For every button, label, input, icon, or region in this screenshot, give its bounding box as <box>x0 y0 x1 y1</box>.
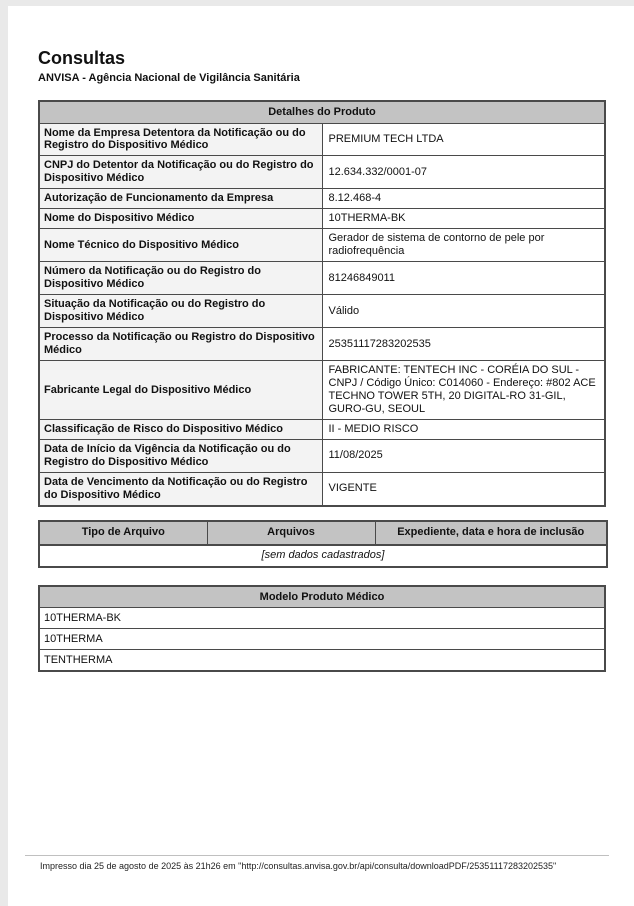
field-value-classificacao-risco: II - MEDIO RISCO <box>322 419 605 439</box>
field-label-classificacao-risco: Classificação de Risco do Dispositivo Médico <box>39 419 322 439</box>
field-value-numero-notificacao: 81246849011 <box>322 262 605 295</box>
field-value-situacao: Válido <box>322 295 605 328</box>
table-row <box>39 608 605 629</box>
field-label-autorizacao: Autorização de Funcionamento da Empresa <box>39 189 322 209</box>
page-subtitle: ANVISA - Agência Nacional de Vigilância Sanitária <box>38 72 300 84</box>
table-row <box>39 262 605 295</box>
field-label-nome-dispositivo: Nome do Dispositivo Médico <box>39 209 322 229</box>
table-title-row <box>39 101 605 123</box>
print-footer: Impresso dia 25 de agosto de 2025 às 21h26 em "http://consultas.anvisa.gov.br/api/consulta/downloadPDF/25351117283202535" <box>25 855 609 871</box>
table-row <box>39 419 605 439</box>
files-table <box>38 520 608 568</box>
field-label-empresa-detentora: Nome da Empresa Detentora da Notificação ou do Registro do Dispositivo Médico <box>39 123 322 156</box>
table-row <box>39 295 605 328</box>
table-row <box>39 189 605 209</box>
model-name: 10THERMA-BK <box>39 608 605 629</box>
field-value-fabricante: FABRICANTE: TENTECH INC - CORÉIA DO SUL - CNPJ / Código Único: C014060 - Endereço: #802 ACE TECHNO TOWER 5TH, 20 DIGITAL-RO 31-GIL, GURO-GU, SEOUL <box>322 361 605 420</box>
table-row <box>39 361 605 420</box>
field-label-nome-tecnico: Nome Técnico do Dispositivo Médico <box>39 229 322 262</box>
files-col-arquivos: Arquivos <box>207 521 375 545</box>
table-row <box>39 123 605 156</box>
field-value-cnpj: 12.634.332/0001-07 <box>322 156 605 189</box>
files-col-expediente: Expediente, data e hora de inclusão <box>375 521 607 545</box>
models-table <box>38 585 606 672</box>
field-label-numero-notificacao: Número da Notificação ou do Registro do Dispositivo Médico <box>39 262 322 295</box>
field-value-nome-tecnico: Gerador de sistema de contorno de pele por radiofrequência <box>322 229 605 262</box>
files-header-row <box>39 521 607 545</box>
details-table-title: Detalhes do Produto <box>39 101 605 123</box>
field-label-situacao: Situação da Notificação ou do Registro do Dispositivo Médico <box>39 295 322 328</box>
table-row <box>39 472 605 505</box>
table-row <box>39 156 605 189</box>
model-name: TENTHERMA <box>39 650 605 671</box>
field-label-fabricante: Fabricante Legal do Dispositivo Médico <box>39 361 322 420</box>
field-value-processo: 25351117283202535 <box>322 328 605 361</box>
table-title-row <box>39 586 605 608</box>
table-row <box>39 209 605 229</box>
field-value-data-inicio: 11/08/2025 <box>322 439 605 472</box>
files-col-tipo-arquivo: Tipo de Arquivo <box>39 521 207 545</box>
field-label-data-inicio: Data de Início da Vigência da Notificação ou do Registro do Dispositivo Médico <box>39 439 322 472</box>
model-name: 10THERMA <box>39 629 605 650</box>
models-table-title: Modelo Produto Médico <box>39 586 605 608</box>
field-value-empresa-detentora: PREMIUM TECH LTDA <box>322 123 605 156</box>
field-label-cnpj: CNPJ do Detentor da Notificação ou do Registro do Dispositivo Médico <box>39 156 322 189</box>
product-details-table <box>38 100 606 507</box>
table-row <box>39 650 605 671</box>
field-label-processo: Processo da Notificação ou Registro do Dispositivo Médico <box>39 328 322 361</box>
table-row <box>39 328 605 361</box>
table-row <box>39 439 605 472</box>
files-empty-row <box>39 545 607 567</box>
table-row <box>39 229 605 262</box>
field-value-nome-dispositivo: 10THERMA-BK <box>322 209 605 229</box>
files-empty-message: [sem dados cadastrados] <box>39 545 607 567</box>
table-row <box>39 629 605 650</box>
field-label-data-vencimento: Data de Vencimento da Notificação ou do Registro do Dispositivo Médico <box>39 472 322 505</box>
page-content <box>8 6 634 672</box>
page-title: Consultas <box>38 48 126 68</box>
field-value-autorizacao: 8.12.468-4 <box>322 189 605 209</box>
field-value-data-vencimento: VIGENTE <box>322 472 605 505</box>
document-page <box>8 6 634 906</box>
